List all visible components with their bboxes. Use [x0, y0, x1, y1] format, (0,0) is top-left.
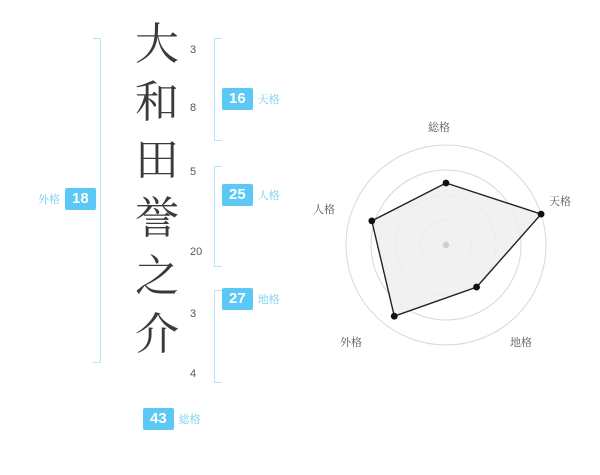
axis-label-chikaku: 地格	[510, 337, 532, 349]
stroke-count: 8	[190, 102, 197, 114]
stroke-count: 5	[190, 166, 197, 178]
axis-label-gaikaku: 外格	[340, 337, 362, 349]
kanji-character: 之	[135, 251, 179, 302]
radar-data-point	[368, 217, 375, 224]
radar-data-point	[473, 284, 480, 291]
kanji-character: 介	[135, 309, 179, 360]
chikaku-bracket-tick-top	[214, 290, 222, 291]
jinkaku-bracket-tick-bottom	[214, 266, 222, 267]
jinkaku-label: 人格	[257, 190, 280, 202]
stroke-count: 4	[190, 368, 197, 380]
radar-data-point	[391, 313, 398, 320]
chikaku-value: 27	[222, 288, 253, 310]
gaikaku-value: 18	[65, 188, 96, 210]
tenkaku-value: 16	[222, 88, 253, 110]
gaikaku-bracket	[100, 38, 101, 362]
tenkaku-badge-group	[222, 88, 280, 110]
jinkaku-bracket-tick-top	[214, 166, 222, 167]
tenkaku-label: 天格	[257, 94, 280, 106]
stroke-count: 20	[190, 246, 203, 258]
jinkaku-badge-group	[222, 184, 280, 206]
radar-chart	[300, 0, 600, 470]
gaikaku-badge-group	[38, 188, 96, 210]
radar-data-point	[443, 180, 450, 187]
kanji-column	[128, 16, 186, 364]
stroke-count: 3	[190, 308, 197, 320]
soukaku-badge-group	[143, 408, 201, 430]
radar-center-dot	[443, 242, 449, 248]
kanji-character: 和	[135, 77, 179, 128]
kanji-character: 誉	[135, 193, 179, 244]
kanji-character: 大	[135, 19, 179, 70]
kanji-character: 田	[135, 135, 179, 186]
axis-label-jinkaku: 人格	[313, 204, 335, 216]
soukaku-label: 総格	[178, 414, 201, 426]
name-kakusu-diagram	[0, 0, 300, 470]
gaikaku-bracket-tick-bottom	[93, 362, 101, 363]
stroke-count: 3	[190, 44, 197, 56]
radar-data-point	[538, 211, 545, 218]
chikaku-label: 地格	[257, 294, 280, 306]
radar-chart-svg	[300, 0, 600, 470]
tenkaku-bracket-tick-bottom	[214, 140, 222, 141]
tenkaku-bracket-tick-top	[214, 38, 222, 39]
chikaku-bracket	[214, 290, 215, 382]
axis-label-tenkaku: 天格	[549, 196, 571, 208]
axis-label-soukaku: 総格	[428, 122, 450, 134]
jinkaku-bracket	[214, 166, 215, 266]
tenkaku-bracket	[214, 38, 215, 140]
chikaku-bracket-tick-bottom	[214, 382, 222, 383]
chikaku-badge-group	[222, 288, 280, 310]
soukaku-value: 43	[143, 408, 174, 430]
jinkaku-value: 25	[222, 184, 253, 206]
gaikaku-bracket-tick-top	[93, 38, 101, 39]
gaikaku-label: 外格	[38, 194, 60, 206]
